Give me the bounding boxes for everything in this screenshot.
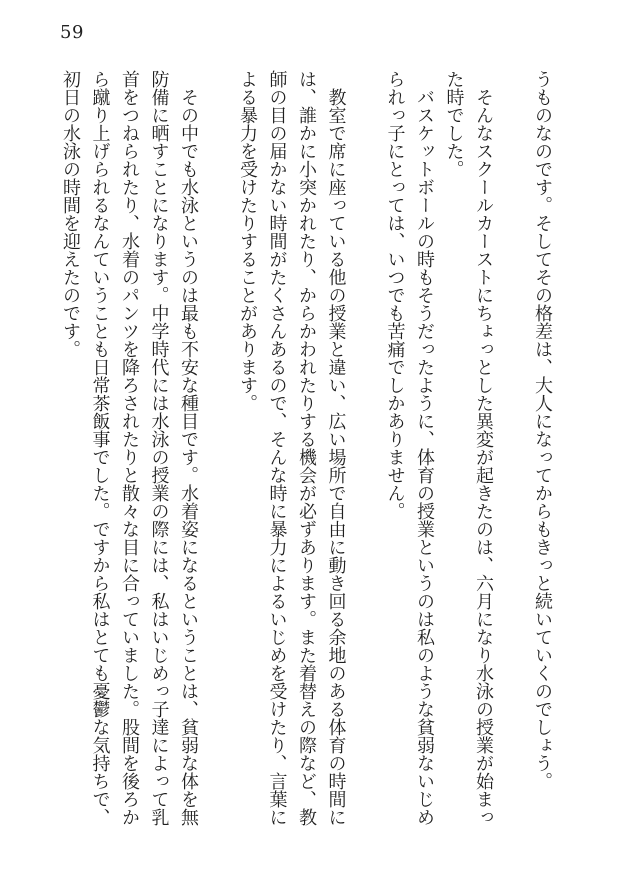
paragraph: バスケットボールの時もそうだったように、体育の授業というのは私のような貧弱ないじめられっ子にとっては、いつでも苦痛でしかありません。 — [384, 70, 435, 826]
paragraph: その中でも水泳というのは最も不安な種目です。水着姿になるということは、貧弱な体を無防備に晒すことになります。中学時代には水泳の授業の際には、私はいじめっ子達によって乳首をつねられたり、水着のパンツを降ろされたりと散々な目に合っていました。股間を後ろから蹴り上げられるなんていうことも日常茶飯事でした。ですから私はとても憂鬱な気持ちで、初日の水泳の時間を迎えたのです。 — [60, 70, 199, 826]
vertical-text-block — [53, 70, 557, 827]
page-number: 59 — [60, 22, 84, 43]
paragraph: そんなスクールカーストにちょっとした異変が起きたのは、六月になり水泳の授業が始まった時でした。 — [443, 70, 494, 826]
paragraph: 教室で席に座っている他の授業と違い、広い場所で自由に動き回る余地のある体育の時間には、誰かに小突かれたり、からかわれたりする機会が必ずあります。また着替えの際など、教師の目の届かない時間がたくさんあるので、そんな時に暴力によるいじめを受けたり、言葉による暴力を受けたりすることがあります。 — [237, 70, 347, 826]
paragraph: うものなのです。そしてその格差は、大人になってからもきっと続いていくのでしょう。 — [532, 70, 553, 790]
